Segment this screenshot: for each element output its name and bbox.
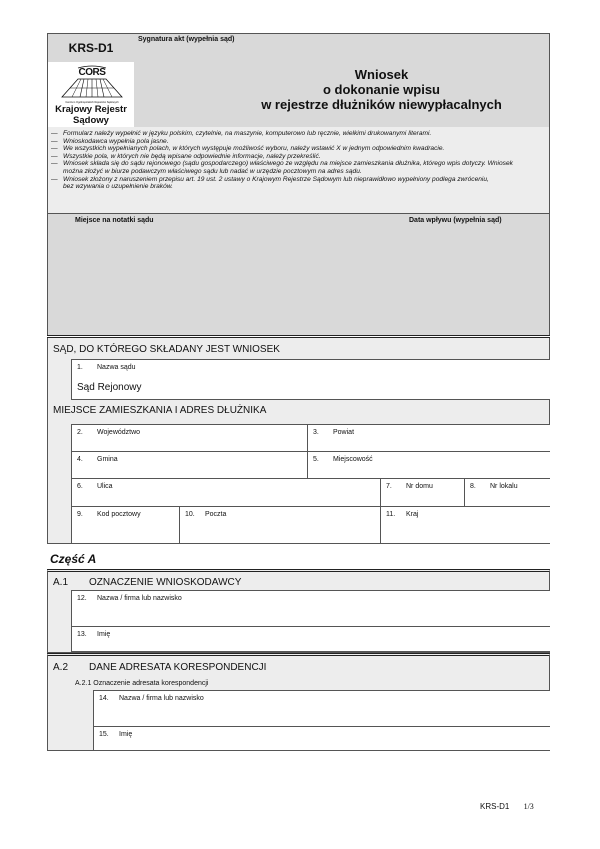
county-field[interactable]: 3. Powiat <box>307 424 550 452</box>
applicant-name-field[interactable]: 12. Nazwa / firma lub nazwisko <box>71 590 550 627</box>
street-field[interactable]: 6. Ulica <box>71 478 381 507</box>
instruction-item: — Wszystkie pola, w których nie będą wpisane odpowiednie informacje, należy przekreślić. <box>51 152 321 160</box>
field-number: 1. <box>77 364 83 371</box>
form-code-cell <box>47 33 135 63</box>
instruction-item: — Wniosek złożony z naruszeniem przepisu art. 19 ust. 2 ustawy o Krajowym Rejestrze Sądowym lub nieprawidłowo wypełniony podlega zwróceniu, bez wzywania o uzupełnienie braków. <box>51 175 489 191</box>
court-name-field[interactable] <box>71 359 550 400</box>
house-number-field[interactable]: 7. Nr domu <box>380 478 465 507</box>
footer <box>480 802 534 811</box>
country-field[interactable]: 11. Kraj <box>380 506 550 544</box>
signature-field[interactable] <box>134 33 550 63</box>
instruction-item: — Wniosek składa się do sądu rejonowego (sądu gospodarczego) właściwego ze względu na miejsce zamieszkania dłużnika, którego wpis dotyczy. Wniosek można złożyć w biurze podawczym właściwego sądu lub nadać w urzędzie pocztowym na adres sądu. <box>51 160 513 175</box>
a2-subheading: A.2.1 Oznaczenie adresata korespondencji <box>75 680 209 687</box>
court-section-heading: SĄD, DO KTÓREGO SKŁADANY JEST WNIOSEK <box>53 344 280 355</box>
title-line1: Wniosek <box>354 67 409 82</box>
receipt-date-label: Data wpływu (wypełnia sąd) <box>409 217 502 224</box>
a1-heading: OZNACZENIE WNIOSKODAWCY <box>89 577 242 588</box>
commune-field[interactable]: 4. Gmina <box>71 451 308 479</box>
court-name-value: Sąd Rejonowy <box>77 382 142 393</box>
locality-field[interactable]: 5. Miejscowość <box>307 451 550 479</box>
instruction-item: — We wszystkich wypełnianych polach, w których występuje możliwość wyboru, należy wstawić X w jednym odpowiednim kwadracie. <box>51 145 445 153</box>
page-number: 1/3 <box>523 802 534 811</box>
a1-code: A.1 <box>53 577 69 588</box>
footer-form-code: KRS-D1 <box>480 802 510 811</box>
voivodeship-field[interactable]: 2. Województwo <box>71 424 308 452</box>
form-code: KRS-D1 <box>68 41 114 55</box>
krs-logo <box>47 62 135 128</box>
signature-label: Sygnatura akt (wypełnia sąd) <box>138 36 235 43</box>
correspondent-name-field[interactable]: 14. Nazwa / firma lub nazwisko <box>93 690 550 727</box>
part-a-title: Część A <box>50 552 97 566</box>
instruction-item: — Wnioskodawca wypełnia pola jasne. <box>51 137 169 145</box>
instruction-item: — Formularz należy wypełnić w języku polskim, czytelnie, na maszynie, komputerowo lub ręcznie, wielkimi drukowanymi literami. <box>51 130 432 137</box>
form-title-block <box>134 62 550 128</box>
cors-logo-icon <box>48 62 136 106</box>
svg-text:CORS: CORS <box>78 67 106 78</box>
court-notes-label: Miejsce na notatki sądu <box>75 217 154 224</box>
receipt-date-area <box>406 213 550 336</box>
post-office-field[interactable]: 10. Poczta <box>179 506 381 544</box>
a2-heading: DANE ADRESATA KORESPONDENCJI <box>89 662 267 673</box>
title-line3: w rejestrze dłużników niewypłacalnych <box>261 97 502 112</box>
court-notes-area <box>47 213 407 336</box>
a2-code: A.2 <box>53 662 69 673</box>
field-label: Nazwa sądu <box>97 364 136 371</box>
applicant-first-name-field[interactable]: 13. Imię <box>71 626 550 652</box>
title-line2: o dokonanie wpisu <box>322 82 440 97</box>
address-section-heading: MIEJSCE ZAMIESZKANIA I ADRES DŁUŻNIKA <box>53 405 267 416</box>
apartment-number-field[interactable]: 8. Nr lokalu <box>464 478 550 507</box>
svg-text:Centrum Ogólnopolskich Rejestr: Centrum Ogólnopolskich Rejestrów Sądowych <box>65 101 119 104</box>
postal-code-field[interactable]: 9. Kod pocztowy <box>71 506 180 544</box>
instructions-list <box>47 127 550 214</box>
logo-name-line1: Krajowy Rejestr <box>55 104 127 115</box>
correspondent-first-name-field[interactable]: 15. Imię <box>93 726 550 751</box>
logo-name-line2: Sądowy <box>73 115 109 126</box>
